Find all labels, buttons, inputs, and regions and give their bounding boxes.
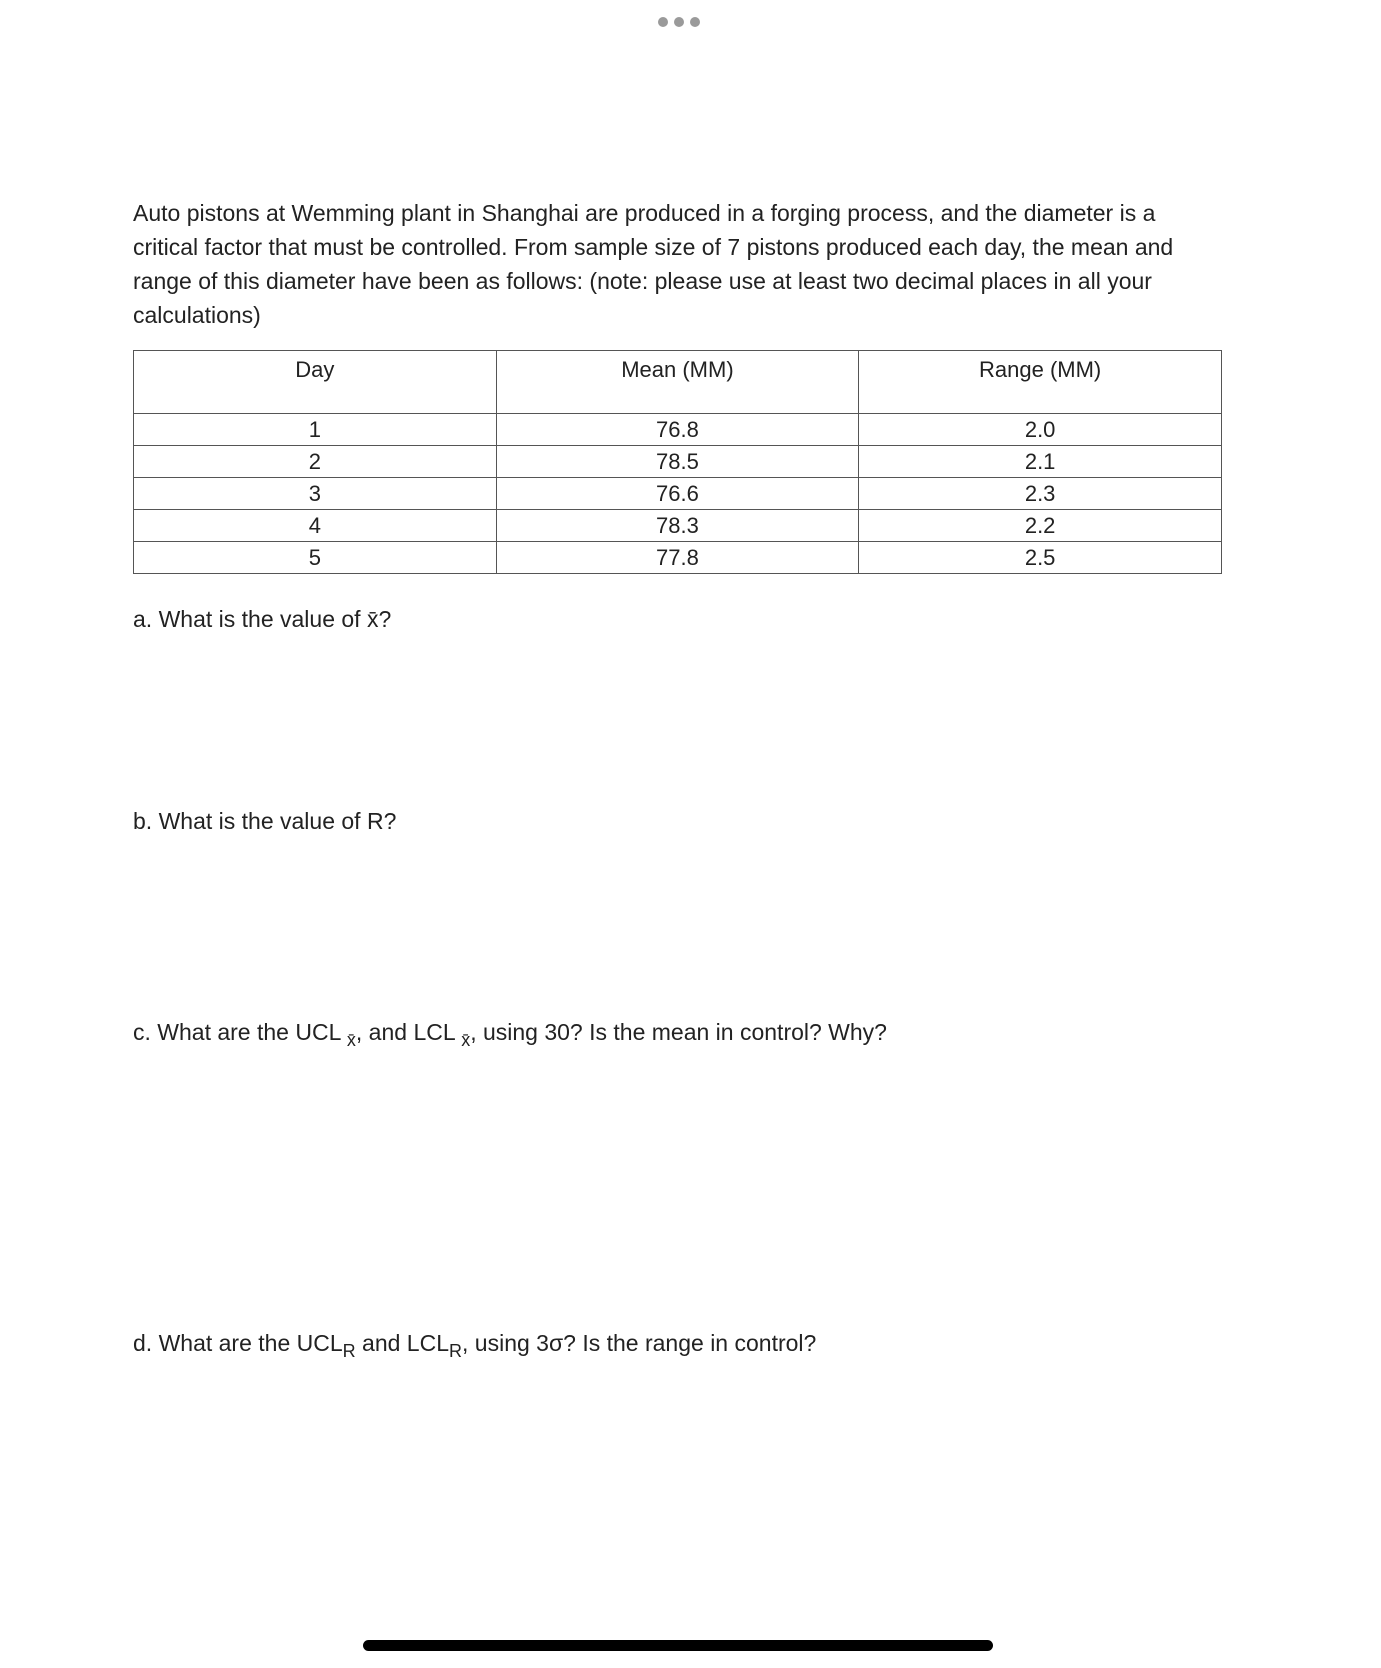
question-a: a. What is the value of x̄? [133, 606, 392, 632]
question-c-text-1: c. What are the UCL [133, 1019, 347, 1045]
question-d-text-3: , using 3σ? Is the range in control? [462, 1330, 817, 1356]
diameter-table [133, 350, 1222, 574]
cell-mean: 78.5 [496, 446, 859, 478]
table-header-row [134, 351, 1222, 414]
question-c [133, 1019, 887, 1050]
question-d-text-1: d. What are the UCL [133, 1330, 343, 1356]
question-d [133, 1330, 817, 1361]
r-subscript: R [449, 1341, 463, 1361]
table-row [134, 478, 1222, 510]
more-options-icon[interactable] [658, 17, 700, 27]
cell-range: 2.0 [859, 414, 1222, 446]
question-c-text-3: , using 30? Is the mean in control? Why? [470, 1019, 887, 1045]
cell-mean: 76.6 [496, 478, 859, 510]
cell-range: 2.3 [859, 478, 1222, 510]
header-mean: Mean (MM) [496, 351, 859, 414]
dot [674, 17, 684, 27]
cell-range: 2.1 [859, 446, 1222, 478]
xbar-subscript: x̄ [346, 1030, 356, 1050]
cell-day: 5 [134, 542, 497, 574]
question-b: b. What is the value of R? [133, 808, 397, 834]
table-row [134, 414, 1222, 446]
table-row [134, 542, 1222, 574]
cell-day: 1 [134, 414, 497, 446]
table-row [134, 446, 1222, 478]
problem-intro: Auto pistons at Wemming plant in Shanghai are produced in a forging process, and the diameter is a critical factor that must be controlled. From sample size of 7 pistons produced each day, the mean and range of this diameter have been as follows: (note: please use at least two decimal places in all your calculations) [133, 200, 1174, 328]
home-indicator[interactable] [363, 1640, 993, 1651]
cell-mean: 76.8 [496, 414, 859, 446]
cell-mean: 77.8 [496, 542, 859, 574]
r-subscript: R [342, 1341, 356, 1361]
dot [690, 17, 700, 27]
table-row [134, 510, 1222, 542]
xbar-subscript: x̄ [461, 1030, 471, 1050]
question-d-text-2: and LCL [355, 1330, 450, 1356]
header-day: Day [134, 351, 497, 414]
question-c-text-2: , and LCL [355, 1019, 462, 1045]
header-range: Range (MM) [859, 351, 1222, 414]
cell-day: 4 [134, 510, 497, 542]
cell-range: 2.2 [859, 510, 1222, 542]
cell-day: 3 [134, 478, 497, 510]
dot [658, 17, 668, 27]
cell-day: 2 [134, 446, 497, 478]
cell-range: 2.5 [859, 542, 1222, 574]
cell-mean: 78.3 [496, 510, 859, 542]
